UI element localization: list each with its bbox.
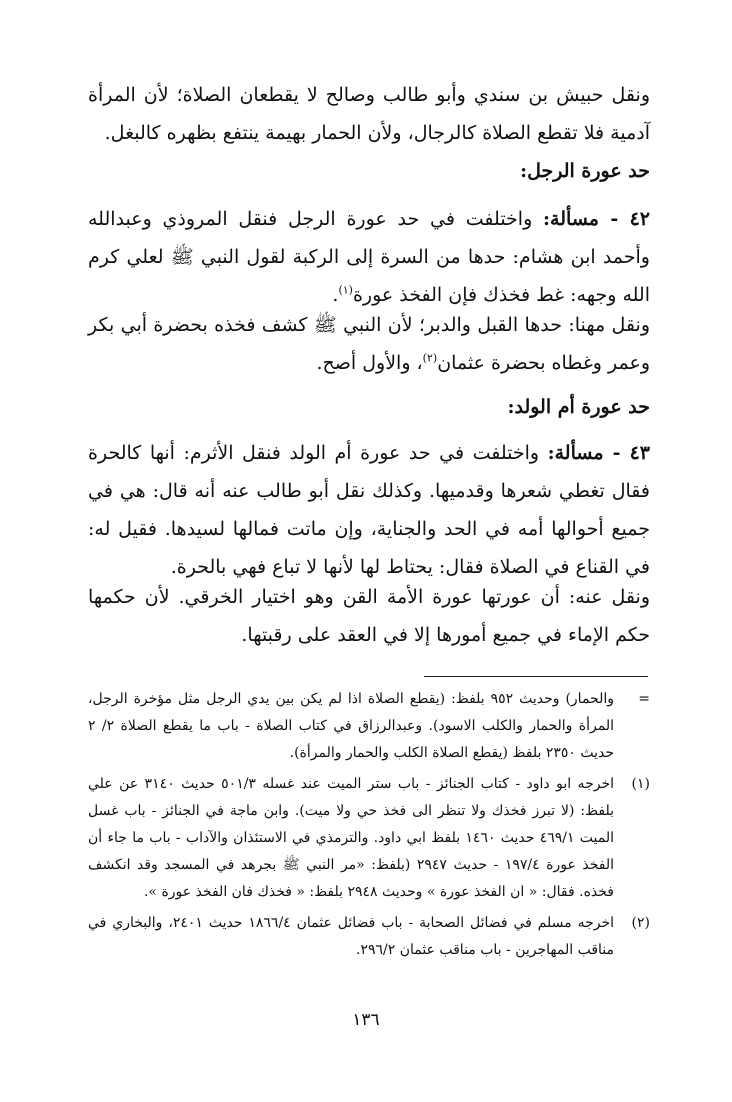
heading-man-awrah: حد عورة الرجل: [520, 160, 650, 182]
footnote-1 [88, 771, 650, 906]
issue-43-text: واختلفت في حد عورة أم الولد فنقل الأثرم: أنها كالحرة فقال تغطي شعرها وقدميها. وكذلك نقل أبو طالب عنه أنه قال: هي في جميع أحوالها أمه في الحد والجناية، وإن ماتت فمالها لسيدها. فقيل له: في القناع في الصلاة فقال: يحتاط لها لأنها لا تباع فهي بالحرة. [88, 442, 650, 578]
paragraph-5-text: ونقل عنه: أن عورتها عورة الأمة القن وهو اختيار الخرقي. لأن حكمها حكم الإماء في جميع أمورها إلا في العقد على رقبتها. [88, 586, 650, 646]
footnote-text: اخرجه ابو داود - كتاب الجنائز - باب ستر الميت عند غسله ٥٠١/٣ حديث ٣١٤٠ عن علي بلفظ: (لا تبرز فخذك ولا تنظر الى فخذ حي ولا ميت). وابن ماجة في الجنائز - باب غسل الميت ٤٦٩/١ حديث ١٤٦٠ بلفظ ابي داود. والترمذي في الاستئذان والآداب - باب ما جاء أن الفخذ عورة ١٩٧/٤ - حديث ٢٩٤٧ (بلفظ: «مر النبي ﷺ بجرهد في المسجد وقد انكشف فخذه. فقال: « ان الفخذ عورة » وحديث ٢٩٤٨ بلفظ: « فخذك فان الفخذ عورة ». [88, 776, 615, 900]
issue-42-end: . [332, 284, 339, 306]
page-number: ١٣٦ [352, 1010, 380, 1030]
footnote-ref-1: (١) [338, 283, 353, 297]
footnote-mark: = [638, 691, 650, 707]
heading-umm-walad-awrah: حد عورة أم الولد: [507, 396, 650, 418]
issue-42-text: واختلفت في حد عورة الرجل فنقل المروذي وعبدالله وأحمد ابن هشام: حدها من السرة إلى الركبة لقول النبي ﷺ لعلي كرم الله وجهه: غط فخذك فإن الفخذ عورة [88, 208, 650, 306]
issue-42-number: ٤٢ - مسألة: [543, 208, 650, 230]
footnote-continued [88, 686, 650, 767]
footnote-text: اخرجه مسلم في فضائل الصحابة - باب فضائل عثمان ١٨٦٦/٤ حديث ٢٤٠١، والبخاري في مناقب المهاجرين - باب مناقب عثمان ٢٩٦/٢. [88, 915, 614, 958]
footnote-mark: (١) [631, 776, 650, 792]
paragraph-1-text: ونقل حبيش بن سندي وأبو طالب وصالح لا يقطعان الصلاة؛ لأن المرأة آدمية فلا تقطع الصلاة كالرجال، ولأن الحمار بهيمة ينتفع بظهره كالبغل. [88, 84, 650, 144]
footnote-text: والحمار) وحديث ٩٥٢ بلفظ: (يقطع الصلاة اذا لم يكن بين يدي الرجل مثل مؤخرة الرجل، المرأة والحمار والكلب الاسود). وعبدالرزاق في كتاب الصلاة - باب ما يقطع الصلاة ٢/ ٢ حديث ٢٣٥٠ بلفظ (يقطع الصلاة الكلب والحمار والمرأة). [88, 691, 614, 761]
paragraph-muhanna [88, 306, 650, 382]
paragraph-issue-42 [88, 200, 650, 314]
muhanna-text-end: ، والأول أصح. [316, 352, 423, 374]
issue-43-number: ٤٣ - مسألة: [547, 442, 650, 464]
footnote-2 [88, 910, 650, 964]
muhanna-text: ونقل مهنا: حدها القبل والدبر؛ لأن النبي ﷺ كشف فخذه بحضرة أبي بكر وعمر وغطاه بحضرة عثمان [88, 314, 650, 374]
footnotes [88, 686, 650, 968]
paragraph-5 [88, 578, 650, 654]
footnote-ref-2: (٢) [422, 351, 438, 365]
footnote-mark: (٢) [631, 915, 650, 931]
paragraph-issue-43 [88, 434, 650, 586]
footnote-separator [424, 676, 648, 677]
paragraph-1 [88, 76, 650, 152]
